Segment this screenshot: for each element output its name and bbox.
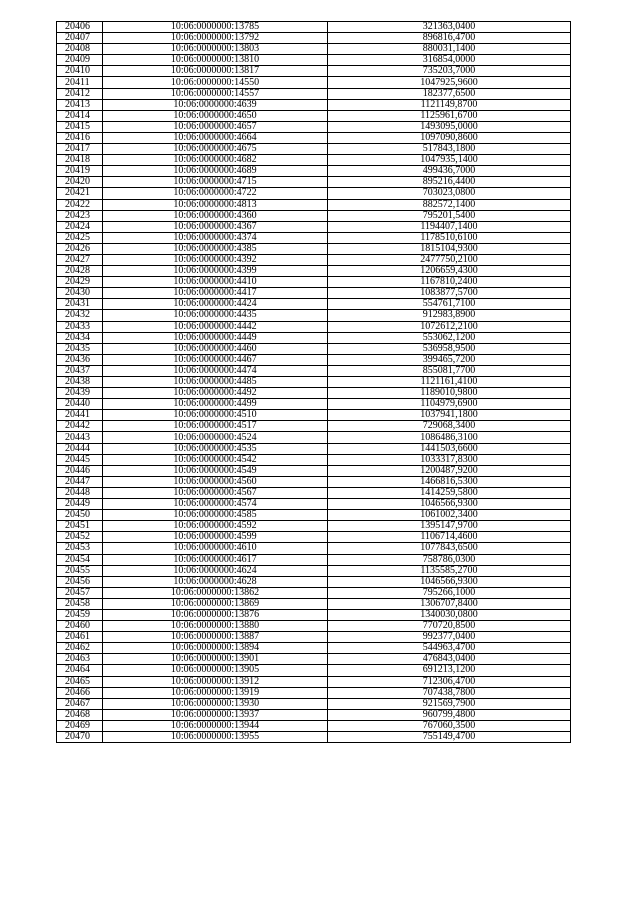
row-number-cell: 20417 <box>57 144 103 155</box>
table-row <box>57 421 571 432</box>
cadastral-number-cell: 10:06:0000000:4585 <box>103 510 328 521</box>
row-number-cell: 20442 <box>57 421 103 432</box>
row-number-cell: 20408 <box>57 44 103 55</box>
document-page <box>56 21 570 743</box>
table-row <box>57 188 571 199</box>
table-row <box>57 587 571 598</box>
row-number-cell: 20457 <box>57 587 103 598</box>
value-cell: 992377,0400 <box>328 632 571 643</box>
row-number-cell: 20414 <box>57 110 103 121</box>
table-row <box>57 177 571 188</box>
row-number-cell: 20429 <box>57 277 103 288</box>
table-row <box>57 665 571 676</box>
row-number-cell: 20409 <box>57 55 103 66</box>
cadastral-number-cell: 10:06:0000000:4689 <box>103 166 328 177</box>
cadastral-number-cell: 10:06:0000000:4592 <box>103 521 328 532</box>
row-number-cell: 20447 <box>57 476 103 487</box>
table-row <box>57 410 571 421</box>
cadastral-number-cell: 10:06:0000000:4517 <box>103 421 328 432</box>
table-row <box>57 132 571 143</box>
value-cell: 767060,3500 <box>328 720 571 731</box>
cadastral-number-cell: 10:06:0000000:13876 <box>103 609 328 620</box>
value-cell: 1815104,9300 <box>328 243 571 254</box>
table-row <box>57 643 571 654</box>
cadastral-number-cell: 10:06:0000000:4639 <box>103 99 328 110</box>
value-cell: 1178510,6100 <box>328 232 571 243</box>
row-number-cell: 20424 <box>57 221 103 232</box>
table-row <box>57 166 571 177</box>
cadastral-number-cell: 10:06:0000000:14550 <box>103 77 328 88</box>
table-body <box>57 22 571 743</box>
cadastral-number-cell: 10:06:0000000:4535 <box>103 443 328 454</box>
row-number-cell: 20434 <box>57 332 103 343</box>
cadastral-number-cell: 10:06:0000000:13887 <box>103 632 328 643</box>
cadastral-number-cell: 10:06:0000000:13944 <box>103 720 328 731</box>
cadastral-number-cell: 10:06:0000000:4510 <box>103 410 328 421</box>
cadastral-number-cell: 10:06:0000000:4392 <box>103 254 328 265</box>
table-row <box>57 243 571 254</box>
row-number-cell: 20432 <box>57 310 103 321</box>
row-number-cell: 20450 <box>57 510 103 521</box>
cadastral-number-cell: 10:06:0000000:4485 <box>103 377 328 388</box>
cadastral-number-cell: 10:06:0000000:4628 <box>103 576 328 587</box>
row-number-cell: 20449 <box>57 499 103 510</box>
value-cell: 316854,0000 <box>328 55 571 66</box>
value-cell: 1167810,2400 <box>328 277 571 288</box>
row-number-cell: 20459 <box>57 609 103 620</box>
row-number-cell: 20464 <box>57 665 103 676</box>
cadastral-number-cell: 10:06:0000000:13817 <box>103 66 328 77</box>
row-number-cell: 20416 <box>57 132 103 143</box>
value-cell: 321363,0400 <box>328 22 571 33</box>
row-number-cell: 20462 <box>57 643 103 654</box>
cadastral-number-cell: 10:06:0000000:4467 <box>103 354 328 365</box>
value-cell: 1083877,5700 <box>328 288 571 299</box>
table-row <box>57 210 571 221</box>
cadastral-number-cell: 10:06:0000000:4610 <box>103 543 328 554</box>
table-row <box>57 55 571 66</box>
row-number-cell: 20458 <box>57 598 103 609</box>
table-row <box>57 676 571 687</box>
value-cell: 795266,1000 <box>328 587 571 598</box>
value-cell: 1395147,9700 <box>328 521 571 532</box>
row-number-cell: 20451 <box>57 521 103 532</box>
table-row <box>57 310 571 321</box>
table-row <box>57 732 571 743</box>
row-number-cell: 20445 <box>57 454 103 465</box>
value-cell: 1061002,3400 <box>328 510 571 521</box>
table-row <box>57 99 571 110</box>
cadastral-number-cell: 10:06:0000000:4424 <box>103 299 328 310</box>
cadastral-number-cell: 10:06:0000000:4574 <box>103 499 328 510</box>
table-row <box>57 22 571 33</box>
cadastral-number-cell: 10:06:0000000:4549 <box>103 465 328 476</box>
cadastral-number-cell: 10:06:0000000:4657 <box>103 121 328 132</box>
row-number-cell: 20438 <box>57 377 103 388</box>
row-number-cell: 20448 <box>57 487 103 498</box>
value-cell: 1047925,9600 <box>328 77 571 88</box>
value-cell: 707438,7800 <box>328 687 571 698</box>
value-cell: 1106714,4600 <box>328 532 571 543</box>
value-cell: 2477750,2100 <box>328 254 571 265</box>
row-number-cell: 20415 <box>57 121 103 132</box>
value-cell: 1121161,4100 <box>328 377 571 388</box>
cadastral-number-cell: 10:06:0000000:4385 <box>103 243 328 254</box>
value-cell: 1046566,9300 <box>328 576 571 587</box>
cadastral-number-cell: 10:06:0000000:4567 <box>103 487 328 498</box>
row-number-cell: 20425 <box>57 232 103 243</box>
table-row <box>57 709 571 720</box>
table-row <box>57 254 571 265</box>
cadastral-number-cell: 10:06:0000000:4399 <box>103 266 328 277</box>
table-row <box>57 432 571 443</box>
value-cell: 499436,7000 <box>328 166 571 177</box>
value-cell: 770720,8500 <box>328 621 571 632</box>
value-cell: 960799,4800 <box>328 709 571 720</box>
cadastral-number-cell: 10:06:0000000:14557 <box>103 88 328 99</box>
value-cell: 1077843,6500 <box>328 543 571 554</box>
row-number-cell: 20422 <box>57 199 103 210</box>
row-number-cell: 20423 <box>57 210 103 221</box>
cadastral-number-cell: 10:06:0000000:4813 <box>103 199 328 210</box>
row-number-cell: 20444 <box>57 443 103 454</box>
table-row <box>57 476 571 487</box>
cadastral-number-cell: 10:06:0000000:13862 <box>103 587 328 598</box>
table-row <box>57 687 571 698</box>
row-number-cell: 20420 <box>57 177 103 188</box>
table-row <box>57 443 571 454</box>
row-number-cell: 20418 <box>57 155 103 166</box>
value-cell: 1206659,4300 <box>328 266 571 277</box>
row-number-cell: 20419 <box>57 166 103 177</box>
row-number-cell: 20412 <box>57 88 103 99</box>
row-number-cell: 20460 <box>57 621 103 632</box>
table-row <box>57 720 571 731</box>
cadastral-number-cell: 10:06:0000000:4650 <box>103 110 328 121</box>
table-row <box>57 532 571 543</box>
table-row <box>57 343 571 354</box>
table-row <box>57 576 571 587</box>
value-cell: 1189010,9800 <box>328 388 571 399</box>
cadastral-number-cell: 10:06:0000000:4617 <box>103 554 328 565</box>
table-row <box>57 155 571 166</box>
cadastral-number-cell: 10:06:0000000:4435 <box>103 310 328 321</box>
table-row <box>57 77 571 88</box>
value-cell: 1033317,8300 <box>328 454 571 465</box>
row-number-cell: 20430 <box>57 288 103 299</box>
cadastral-number-cell: 10:06:0000000:13930 <box>103 698 328 709</box>
table-row <box>57 399 571 410</box>
table-row <box>57 454 571 465</box>
value-cell: 1194407,1400 <box>328 221 571 232</box>
cadastral-number-cell: 10:06:0000000:13803 <box>103 44 328 55</box>
cadastral-number-cell: 10:06:0000000:4367 <box>103 221 328 232</box>
table-row <box>57 144 571 155</box>
cadastral-number-cell: 10:06:0000000:4722 <box>103 188 328 199</box>
cadastral-number-cell: 10:06:0000000:4599 <box>103 532 328 543</box>
cadastral-value-table <box>56 21 571 743</box>
table-row <box>57 232 571 243</box>
cadastral-number-cell: 10:06:0000000:4675 <box>103 144 328 155</box>
cadastral-number-cell: 10:06:0000000:4682 <box>103 155 328 166</box>
value-cell: 712306,4700 <box>328 676 571 687</box>
value-cell: 882572,1400 <box>328 199 571 210</box>
table-row <box>57 465 571 476</box>
table-row <box>57 565 571 576</box>
table-row <box>57 88 571 99</box>
row-number-cell: 20427 <box>57 254 103 265</box>
value-cell: 1046566,9300 <box>328 499 571 510</box>
row-number-cell: 20467 <box>57 698 103 709</box>
value-cell: 1037941,1800 <box>328 410 571 421</box>
table-row <box>57 487 571 498</box>
cadastral-number-cell: 10:06:0000000:13785 <box>103 22 328 33</box>
table-row <box>57 621 571 632</box>
cadastral-number-cell: 10:06:0000000:13912 <box>103 676 328 687</box>
value-cell: 1441503,6600 <box>328 443 571 454</box>
row-number-cell: 20463 <box>57 654 103 665</box>
value-cell: 1097090,8600 <box>328 132 571 143</box>
cadastral-number-cell: 10:06:0000000:4417 <box>103 288 328 299</box>
cadastral-number-cell: 10:06:0000000:4542 <box>103 454 328 465</box>
row-number-cell: 20452 <box>57 532 103 543</box>
table-row <box>57 277 571 288</box>
table-row <box>57 110 571 121</box>
cadastral-number-cell: 10:06:0000000:13937 <box>103 709 328 720</box>
value-cell: 554761,7100 <box>328 299 571 310</box>
value-cell: 1340030,0800 <box>328 609 571 620</box>
value-cell: 895216,4400 <box>328 177 571 188</box>
row-number-cell: 20455 <box>57 565 103 576</box>
row-number-cell: 20466 <box>57 687 103 698</box>
table-row <box>57 299 571 310</box>
cadastral-number-cell: 10:06:0000000:4449 <box>103 332 328 343</box>
cadastral-number-cell: 10:06:0000000:13869 <box>103 598 328 609</box>
value-cell: 399465,7200 <box>328 354 571 365</box>
cadastral-number-cell: 10:06:0000000:4560 <box>103 476 328 487</box>
value-cell: 1121149,8700 <box>328 99 571 110</box>
cadastral-number-cell: 10:06:0000000:13901 <box>103 654 328 665</box>
value-cell: 855081,7700 <box>328 365 571 376</box>
value-cell: 553062,1200 <box>328 332 571 343</box>
cadastral-number-cell: 10:06:0000000:4664 <box>103 132 328 143</box>
table-row <box>57 554 571 565</box>
row-number-cell: 20470 <box>57 732 103 743</box>
value-cell: 921569,7900 <box>328 698 571 709</box>
value-cell: 758786,0300 <box>328 554 571 565</box>
row-number-cell: 20441 <box>57 410 103 421</box>
row-number-cell: 20454 <box>57 554 103 565</box>
table-row <box>57 365 571 376</box>
table-row <box>57 632 571 643</box>
value-cell: 1047935,1400 <box>328 155 571 166</box>
row-number-cell: 20453 <box>57 543 103 554</box>
row-number-cell: 20426 <box>57 243 103 254</box>
row-number-cell: 20461 <box>57 632 103 643</box>
row-number-cell: 20406 <box>57 22 103 33</box>
cadastral-number-cell: 10:06:0000000:4624 <box>103 565 328 576</box>
cadastral-number-cell: 10:06:0000000:13810 <box>103 55 328 66</box>
row-number-cell: 20428 <box>57 266 103 277</box>
cadastral-number-cell: 10:06:0000000:13919 <box>103 687 328 698</box>
value-cell: 1086486,3100 <box>328 432 571 443</box>
cadastral-number-cell: 10:06:0000000:4410 <box>103 277 328 288</box>
cadastral-number-cell: 10:06:0000000:4374 <box>103 232 328 243</box>
cadastral-number-cell: 10:06:0000000:4524 <box>103 432 328 443</box>
value-cell: 517843,1800 <box>328 144 571 155</box>
row-number-cell: 20413 <box>57 99 103 110</box>
row-number-cell: 20411 <box>57 77 103 88</box>
cadastral-number-cell: 10:06:0000000:13880 <box>103 621 328 632</box>
cadastral-number-cell: 10:06:0000000:13905 <box>103 665 328 676</box>
table-row <box>57 44 571 55</box>
value-cell: 729068,3400 <box>328 421 571 432</box>
table-row <box>57 698 571 709</box>
table-row <box>57 521 571 532</box>
cadastral-number-cell: 10:06:0000000:4499 <box>103 399 328 410</box>
value-cell: 795201,5400 <box>328 210 571 221</box>
table-row <box>57 543 571 554</box>
value-cell: 735203,7000 <box>328 66 571 77</box>
table-row <box>57 66 571 77</box>
table-row <box>57 288 571 299</box>
value-cell: 703023,0800 <box>328 188 571 199</box>
row-number-cell: 20421 <box>57 188 103 199</box>
row-number-cell: 20443 <box>57 432 103 443</box>
cadastral-number-cell: 10:06:0000000:13894 <box>103 643 328 654</box>
value-cell: 1466816,5300 <box>328 476 571 487</box>
value-cell: 1104979,6900 <box>328 399 571 410</box>
cadastral-number-cell: 10:06:0000000:4442 <box>103 321 328 332</box>
value-cell: 691213,1200 <box>328 665 571 676</box>
cadastral-number-cell: 10:06:0000000:4360 <box>103 210 328 221</box>
table-row <box>57 598 571 609</box>
row-number-cell: 20456 <box>57 576 103 587</box>
value-cell: 912983,8900 <box>328 310 571 321</box>
value-cell: 182377,6500 <box>328 88 571 99</box>
row-number-cell: 20469 <box>57 720 103 731</box>
table-row <box>57 510 571 521</box>
row-number-cell: 20465 <box>57 676 103 687</box>
table-row <box>57 221 571 232</box>
table-row <box>57 388 571 399</box>
row-number-cell: 20446 <box>57 465 103 476</box>
value-cell: 544963,4700 <box>328 643 571 654</box>
value-cell: 880031,1400 <box>328 44 571 55</box>
value-cell: 476843,0400 <box>328 654 571 665</box>
value-cell: 1493095,0000 <box>328 121 571 132</box>
cadastral-number-cell: 10:06:0000000:4492 <box>103 388 328 399</box>
cadastral-number-cell: 10:06:0000000:4715 <box>103 177 328 188</box>
value-cell: 1200487,9200 <box>328 465 571 476</box>
table-row <box>57 654 571 665</box>
table-row <box>57 121 571 132</box>
row-number-cell: 20437 <box>57 365 103 376</box>
value-cell: 536958,9500 <box>328 343 571 354</box>
value-cell: 1414259,5800 <box>328 487 571 498</box>
table-row <box>57 199 571 210</box>
value-cell: 1135585,2700 <box>328 565 571 576</box>
row-number-cell: 20439 <box>57 388 103 399</box>
table-row <box>57 377 571 388</box>
table-row <box>57 33 571 44</box>
value-cell: 1306707,8400 <box>328 598 571 609</box>
row-number-cell: 20435 <box>57 343 103 354</box>
table-row <box>57 354 571 365</box>
cadastral-number-cell: 10:06:0000000:4460 <box>103 343 328 354</box>
value-cell: 755149,4700 <box>328 732 571 743</box>
row-number-cell: 20431 <box>57 299 103 310</box>
table-row <box>57 609 571 620</box>
cadastral-number-cell: 10:06:0000000:4474 <box>103 365 328 376</box>
row-number-cell: 20468 <box>57 709 103 720</box>
row-number-cell: 20440 <box>57 399 103 410</box>
table-row <box>57 321 571 332</box>
value-cell: 896816,4700 <box>328 33 571 44</box>
value-cell: 1072612,2100 <box>328 321 571 332</box>
value-cell: 1125961,6700 <box>328 110 571 121</box>
table-row <box>57 332 571 343</box>
row-number-cell: 20410 <box>57 66 103 77</box>
cadastral-number-cell: 10:06:0000000:13792 <box>103 33 328 44</box>
row-number-cell: 20436 <box>57 354 103 365</box>
table-row <box>57 266 571 277</box>
cadastral-number-cell: 10:06:0000000:13955 <box>103 732 328 743</box>
row-number-cell: 20407 <box>57 33 103 44</box>
table-row <box>57 499 571 510</box>
row-number-cell: 20433 <box>57 321 103 332</box>
